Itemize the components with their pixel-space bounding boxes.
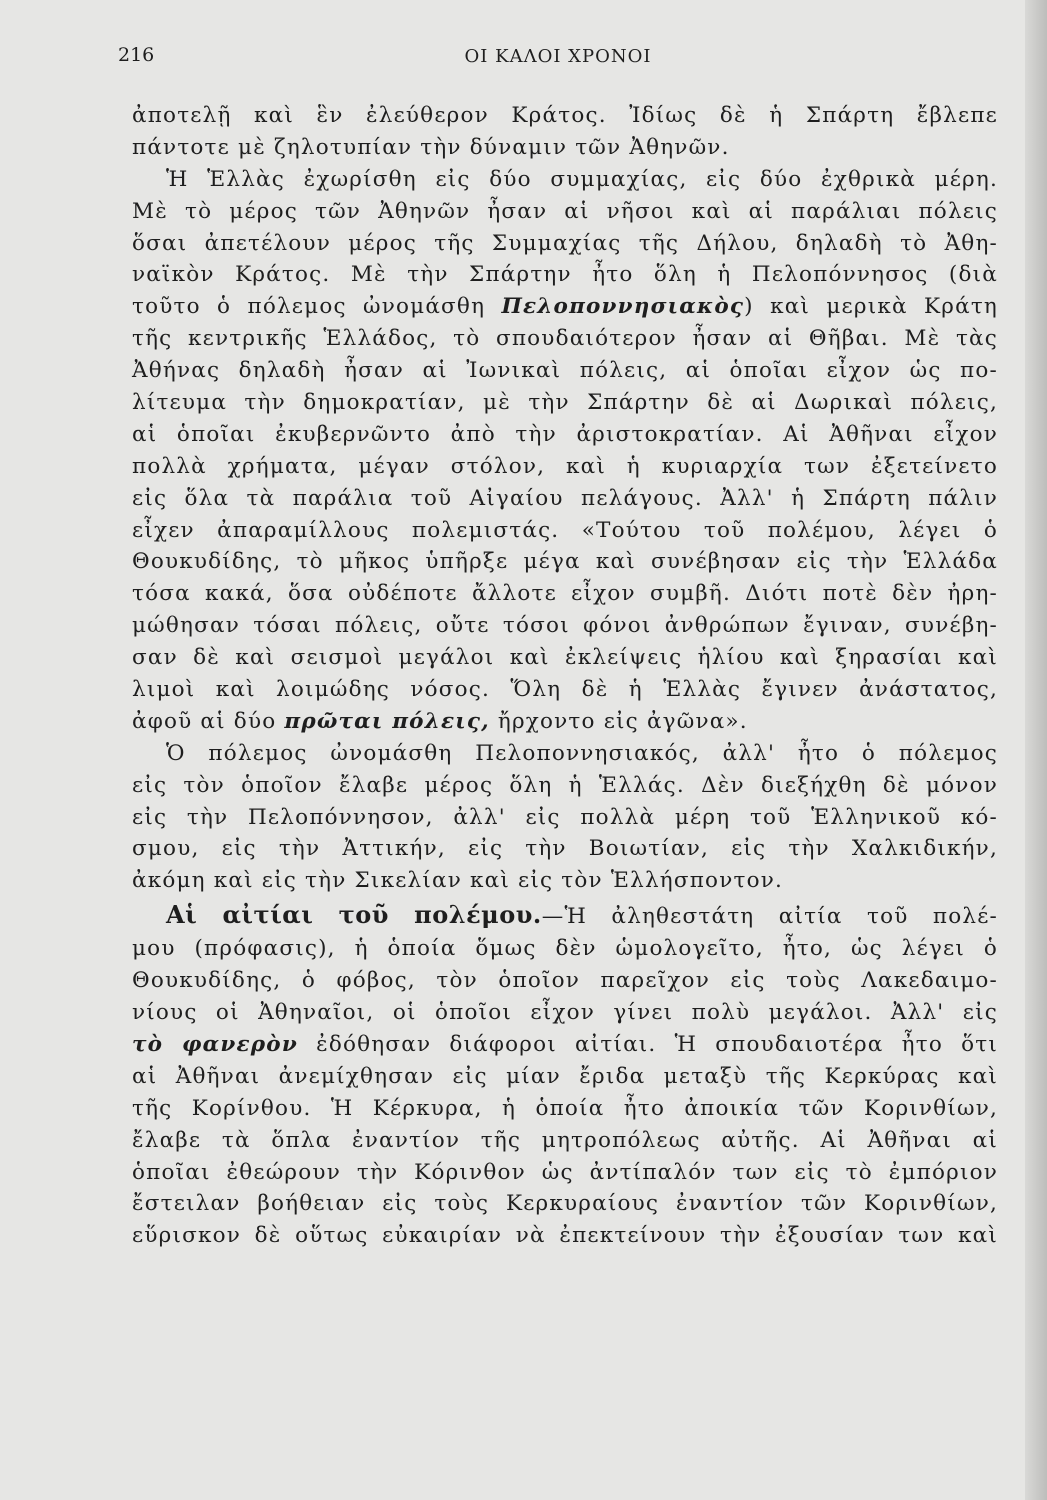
text-line: τῆς Κορίνθου. Ἡ Κέρκυρα, ἡ ὁποία ἦτο ἀποικία τῶν Κορινθίων, <box>132 1095 998 1121</box>
text-line: αἱ ὁποῖαι ἐκυβερνῶντο ἀπὸ τὴν ἀριστοκρατίαν. Αἱ Ἀθῆναι εἶχον <box>132 421 998 447</box>
text-line: ἀποτελῇ καὶ ἓν ἐλεύθερον Κράτος. Ἰδίως δὲ ἡ Σπάρτη ἔβλεπε <box>132 103 998 128</box>
text-line: νίους οἱ Ἀθηναῖοι, οἱ ὁποῖοι εἶχον γίνει πολὺ μεγάλοι. Ἀλλ' εἰς <box>132 1000 998 1026</box>
text-line: Θουκυδίδης, τὸ μῆκος ὑπῆρξε μέγα καὶ συνέβησαν εἰς τὴν Ἑλλάδα <box>132 549 998 575</box>
text-line: ἀκόμη καὶ εἰς τὴν Σικελίαν καὶ εἰς τὸν Ἑλλήσποντον. <box>132 868 784 894</box>
text-line: ὁποῖαι ἐθεώρουν τὴν Κόρινθον ὡς ἀντίπαλόν των εἰς τὸ ἐμπόριον <box>132 1159 998 1185</box>
page-edge-shadow <box>1025 0 1047 1500</box>
text-run: ἤρχοντο εἰς ἀγῶνα». <box>489 708 748 734</box>
text-line: σμου, εἰς τὴν Ἀττικήν, εἰς τὴν Βοιωτίαν, εἰς τὴν Χαλκιδικήν, <box>132 836 998 862</box>
text-line: μου (πρόφασις), ἡ ὁποία ὅμως δὲν ὡμολογεῖτο, ἦτο, ὡς λέγει ὁ <box>132 936 998 962</box>
text-line: Ἡ Ἑλλὰς ἐχωρίσθη εἰς δύο συμμαχίας, εἰς δύο ἐχθρικὰ μέρη. <box>166 166 998 192</box>
page-number: 216 <box>118 44 155 66</box>
text-run: —Ἡ ἀληθεστάτη αἰτία τοῦ πολέ- <box>541 904 999 930</box>
text-line <box>132 291 998 323</box>
text-run: ) καὶ μερικὰ Κράτη <box>744 294 998 320</box>
text-line: Ὁ πόλεμος ὠνομάσθη Πελοποννησιακός, ἀλλ' ἦτο ὁ πόλεμος <box>166 740 998 766</box>
text-line: εἰς τὴν Πελοπόννησον, ἀλλ' εἰς πολλὰ μέρη τοῦ Ἑλληνικοῦ κό- <box>132 804 998 830</box>
page-header <box>118 44 998 74</box>
text-line: ἔλαβε τὰ ὅπλα ἐναντίον τῆς μητροπόλεως αὐτῆς. Αἱ Ἀθῆναι αἱ <box>132 1127 998 1153</box>
text-line: τῆς κεντρικῆς Ἑλλάδος, τὸ σπουδαιότερον ἦσαν αἱ Θῆβαι. Μὲ τὰς <box>132 326 998 352</box>
text-run: ἀφοῦ αἱ δύο <box>132 708 285 734</box>
emphasis-term: Πελοποννησιακὸς <box>501 294 745 320</box>
text-run: τοῦτο ὁ πόλεμος ὠνομάσθη <box>132 294 502 320</box>
text-line: μώθησαν τόσαι πόλεις, οὔτε τόσοι φόνοι ἀνθρώπων ἔγιναν, συνέβη- <box>132 613 998 639</box>
text-line: ναϊκὸν Κράτος. Μὲ τὴν Σπάρτην ἦτο ὅλη ἡ Πελοπόννησος (διὰ <box>132 262 998 288</box>
emphasis-term: πρῶται πόλεις, <box>284 708 490 734</box>
section-heading: Αἱ αἰτίαι τοῦ πολέμου. <box>166 900 542 930</box>
text-line: εἶχεν ἀπαραμίλλους πολεμιστάς. «Τούτου τοῦ πολέμου, λέγει ὁ <box>132 517 998 543</box>
text-line: Θουκυδίδης, ὁ φόβος, τὸν ὁποῖον παρεῖχον εἰς τοὺς Λακεδαιμο- <box>132 968 998 994</box>
text-run: ἐδόθησαν διάφοροι αἰτίαι. Ἡ σπουδαιοτέρα ἦτο ὅτι <box>297 1031 998 1057</box>
text-line: σαν δὲ καὶ σεισμοὶ μεγάλοι καὶ ἐκλείψεις ἡλίου καὶ ξηρασίαι καὶ <box>132 645 998 671</box>
emphasis-term: τὸ φανερὸν <box>132 1031 298 1057</box>
text-line: Ἀθήνας δηλαδὴ ἦσαν αἱ Ἰωνικαὶ πόλεις, αἱ ὁποῖαι εἶχον ὡς πο- <box>132 358 998 384</box>
text-line: εἰς ὅλα τὰ παράλια τοῦ Αἰγαίου πελάγους. Ἀλλ' ἡ Σπάρτη πάλιν <box>132 485 998 511</box>
body-text <box>132 100 998 1252</box>
text-line: ὅσαι ἀπετέλουν μέρος τῆς Συμμαχίας τῆς Δήλου, δηλαδὴ τὸ Ἀθη- <box>132 230 998 256</box>
text-line: αἱ Ἀθῆναι ἀνεμίχθησαν εἰς μίαν ἔριδα μεταξὺ τῆς Κερκύρας καὶ <box>132 1063 998 1089</box>
text-line <box>132 1029 998 1061</box>
text-line: Μὲ τὸ μέρος τῶν Ἀθηνῶν ἦσαν αἱ νῆσοι καὶ αἱ παράλιαι πόλεις <box>132 198 998 224</box>
text-line: λιμοὶ καὶ λοιμώδης νόσος. Ὅλη δὲ ἡ Ἑλλὰς ἔγινεν ἀνάστατος, <box>132 677 998 703</box>
text-line: τόσα κακά, ὅσα οὐδέποτε ἄλλοτε εἶχον συμβῆ. Διότι ποτὲ δὲν ἠρη- <box>132 581 998 607</box>
text-line: λίτευμα τὴν δημοκρατίαν, μὲ τὴν Σπάρτην δὲ αἱ Δωρικαὶ πόλεις, <box>132 390 998 416</box>
text-line: εἰς τὸν ὁποῖον ἔλαβε μέρος ὅλη ἡ Ἑλλάς. Δὲν διεξήχθη δὲ μόνον <box>132 772 998 798</box>
running-title: ΟΙ ΚΑΛΟΙ ΧΡΟΝΟΙ <box>464 46 652 67</box>
text-line <box>132 706 998 738</box>
text-line: πάντοτε μὲ ζηλοτυπίαν τὴν δύναμιν τῶν Ἀθηνῶν. <box>132 134 730 160</box>
text-line: ἔστειλαν βοήθειαν εἰς τοὺς Κερκυραίους ἐναντίον τῶν Κορινθίων, <box>132 1191 998 1217</box>
section-heading-line <box>132 897 998 933</box>
text-line: εὕρισκον δὲ οὕτως εὐκαιρίαν νὰ ἐπεκτείνουν τὴν ἐξουσίαν των καὶ <box>132 1223 998 1249</box>
text-line: πολλὰ χρήματα, μέγαν στόλον, καὶ ἡ κυριαρχία των ἐξετείνετο <box>132 453 998 479</box>
